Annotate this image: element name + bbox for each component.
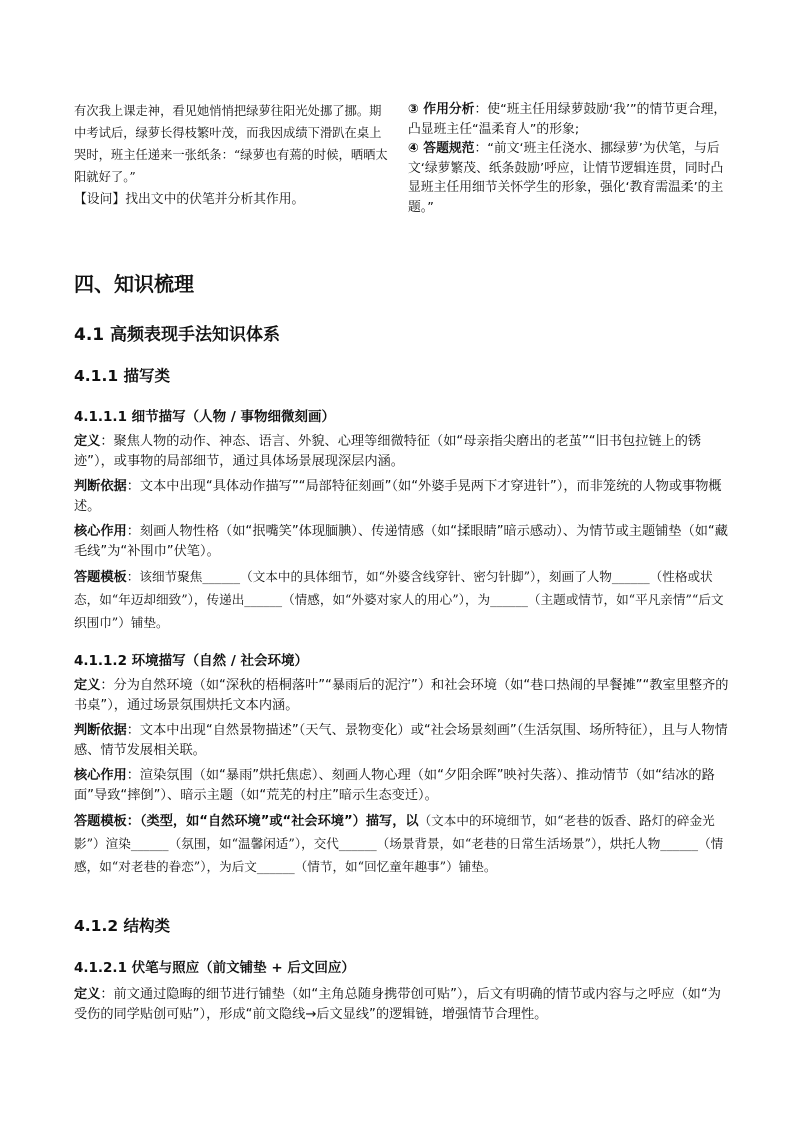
section-4-1-2-1-heading: 4.1.2.1 伏笔与照应（前文铺垫 + 后文回应） bbox=[74, 960, 355, 976]
role-label: 核心作用 bbox=[74, 768, 127, 783]
basis-text: ：文本中出现“具体动作描写”“局部特征刻画”（如“外婆手晃两下才穿进针”），而非笼统的人物或事物概述。 bbox=[74, 479, 722, 514]
section-4-1-2-heading: 4.1.2 结构类 bbox=[74, 917, 171, 935]
foreshadow-definition bbox=[74, 985, 730, 1025]
template-label: 答题模板 bbox=[74, 570, 127, 585]
detail-basis bbox=[74, 477, 730, 517]
section-4-1-1-2-heading: 4.1.1.2 环境描写（自然 / 社会环境） bbox=[74, 653, 308, 669]
section-4-1-1-heading: 4.1.1 描写类 bbox=[74, 367, 171, 385]
section-4-1-heading: 4.1 高频表现手法知识体系 bbox=[74, 325, 281, 345]
left-column bbox=[74, 100, 392, 210]
question-prompt: 【设问】找出文中的伏笔并分析其作用。 bbox=[74, 192, 305, 207]
template-text: ：该细节聚焦______（文本中的具体细节，如“外婆含线穿针、密匀针脚”），刻画了人物______（性格或状态，如“年迈却细致”），传递出______（情感，如“外婆对家人的用心”），为______（主题或情节，如“平凡亲情”“后文织围巾”）铺垫。 bbox=[74, 569, 724, 630]
definition-label: 定义 bbox=[74, 987, 101, 1002]
role-text: ：渲染氛围（如“暴雨”烘托焦虑）、刻画人物心理（如“夕阳余晖”映衬失落）、推动情节（如“结冰的路面”导致“摔倒”）、暗示主题（如“荒芜的村庄”暗示生态变迁）。 bbox=[74, 768, 715, 803]
environment-template bbox=[74, 810, 730, 879]
analysis-item-3-label: ③ 作用分析 bbox=[408, 102, 475, 117]
environment-role bbox=[74, 766, 730, 806]
story-excerpt: 有次我上课走神，看见她悄悄把绿萝往阳光处挪了挪。期中考试后，绿萝长得枝繁叶茂，而我因成绩下滑趴在桌上哭时，班主任递来一张纸条：“绿萝也有蔫的时候，晒晒太阳就好了。” bbox=[74, 104, 388, 184]
environment-basis bbox=[74, 721, 730, 761]
analysis-item-4-label: ④ 答题规范 bbox=[408, 141, 475, 156]
template-type-prompt: ：（类型，如“自然环境”或“社会环境”）描写，以 bbox=[126, 814, 419, 829]
definition-text: ：分为自然环境（如“深秋的梧桐落叶”“暴雨后的泥泞”）和社会环境（如“巷口热闹的早餐摊”“教室里整齐的书桌”），通过场景氛围烘托文本内涵。 bbox=[74, 678, 729, 713]
definition-label: 定义 bbox=[74, 434, 101, 449]
template-text: （文本中的环境细节，如“老巷的饭香、路灯的碎金光影”）渲染______（氛围，如“温馨闲适”），交代______（场景背景，如“老巷的日常生活场景”），烘托人物______（情感，如“对老巷的眷恋”），为后文______（情节，如“回忆童年趣事”）铺垫。 bbox=[74, 813, 724, 874]
template-label: 答题模板 bbox=[74, 814, 127, 829]
environment-definition bbox=[74, 676, 730, 716]
analysis-item-4-text: ：“前文‘班主任浇水、挪绿萝’为伏笔，与后文‘绿萝繁茂、纸条鼓励’呼应，让情节逻辑连贯，同时凸显班主任用细节关怀学生的形象，强化‘教育需温柔’的主题。” bbox=[408, 141, 724, 215]
role-label: 核心作用 bbox=[74, 524, 127, 539]
detail-definition bbox=[74, 432, 730, 472]
right-column bbox=[408, 100, 734, 217]
analysis-item-3-text: ：使“班主任用绿萝鼓励‘我’”的情节更合理，凸显班主任“温柔育人”的形象; bbox=[408, 102, 727, 137]
role-text: ：刻画人物性格（如“抿嘴笑”体现腼腆）、传递情感（如“揉眼睛”暗示感动）、为情节或主题铺垫（如“藏毛线”为“补围巾”伏笔）。 bbox=[74, 524, 728, 559]
analysis-item-3 bbox=[408, 100, 734, 139]
analysis-item-4 bbox=[408, 139, 734, 217]
basis-label: 判断依据 bbox=[74, 723, 127, 738]
basis-label: 判断依据 bbox=[74, 479, 127, 494]
definition-text: ：聚焦人物的动作、神态、语言、外貌、心理等细微特征（如“母亲指尖磨出的老茧”“旧书包拉链上的锈迹”），或事物的局部细节，通过具体场景展现深层内涵。 bbox=[74, 434, 702, 469]
definition-text: ：前文通过隐晦的细节进行铺垫（如“主角总随身携带创可贴”），后文有明确的情节或内容与之呼应（如“为受伤的同学贴创可贴”），形成“前文隐线→后文显线”的逻辑链，增强情节合理性。 bbox=[74, 987, 721, 1022]
basis-text: ：文本中出现“自然景物描述”（天气、景物变化）或“社会场景刻画”（生活氛围、场所特征），且与人物情感、情节发展相关联。 bbox=[74, 723, 728, 758]
section-4-1-1-1-heading: 4.1.1.1 细节描写（人物 / 事物细微刻画） bbox=[74, 409, 335, 425]
section-4-heading: 四、知识梳理 bbox=[74, 272, 194, 296]
detail-role bbox=[74, 522, 730, 562]
definition-label: 定义 bbox=[74, 678, 101, 693]
detail-template bbox=[74, 566, 730, 635]
